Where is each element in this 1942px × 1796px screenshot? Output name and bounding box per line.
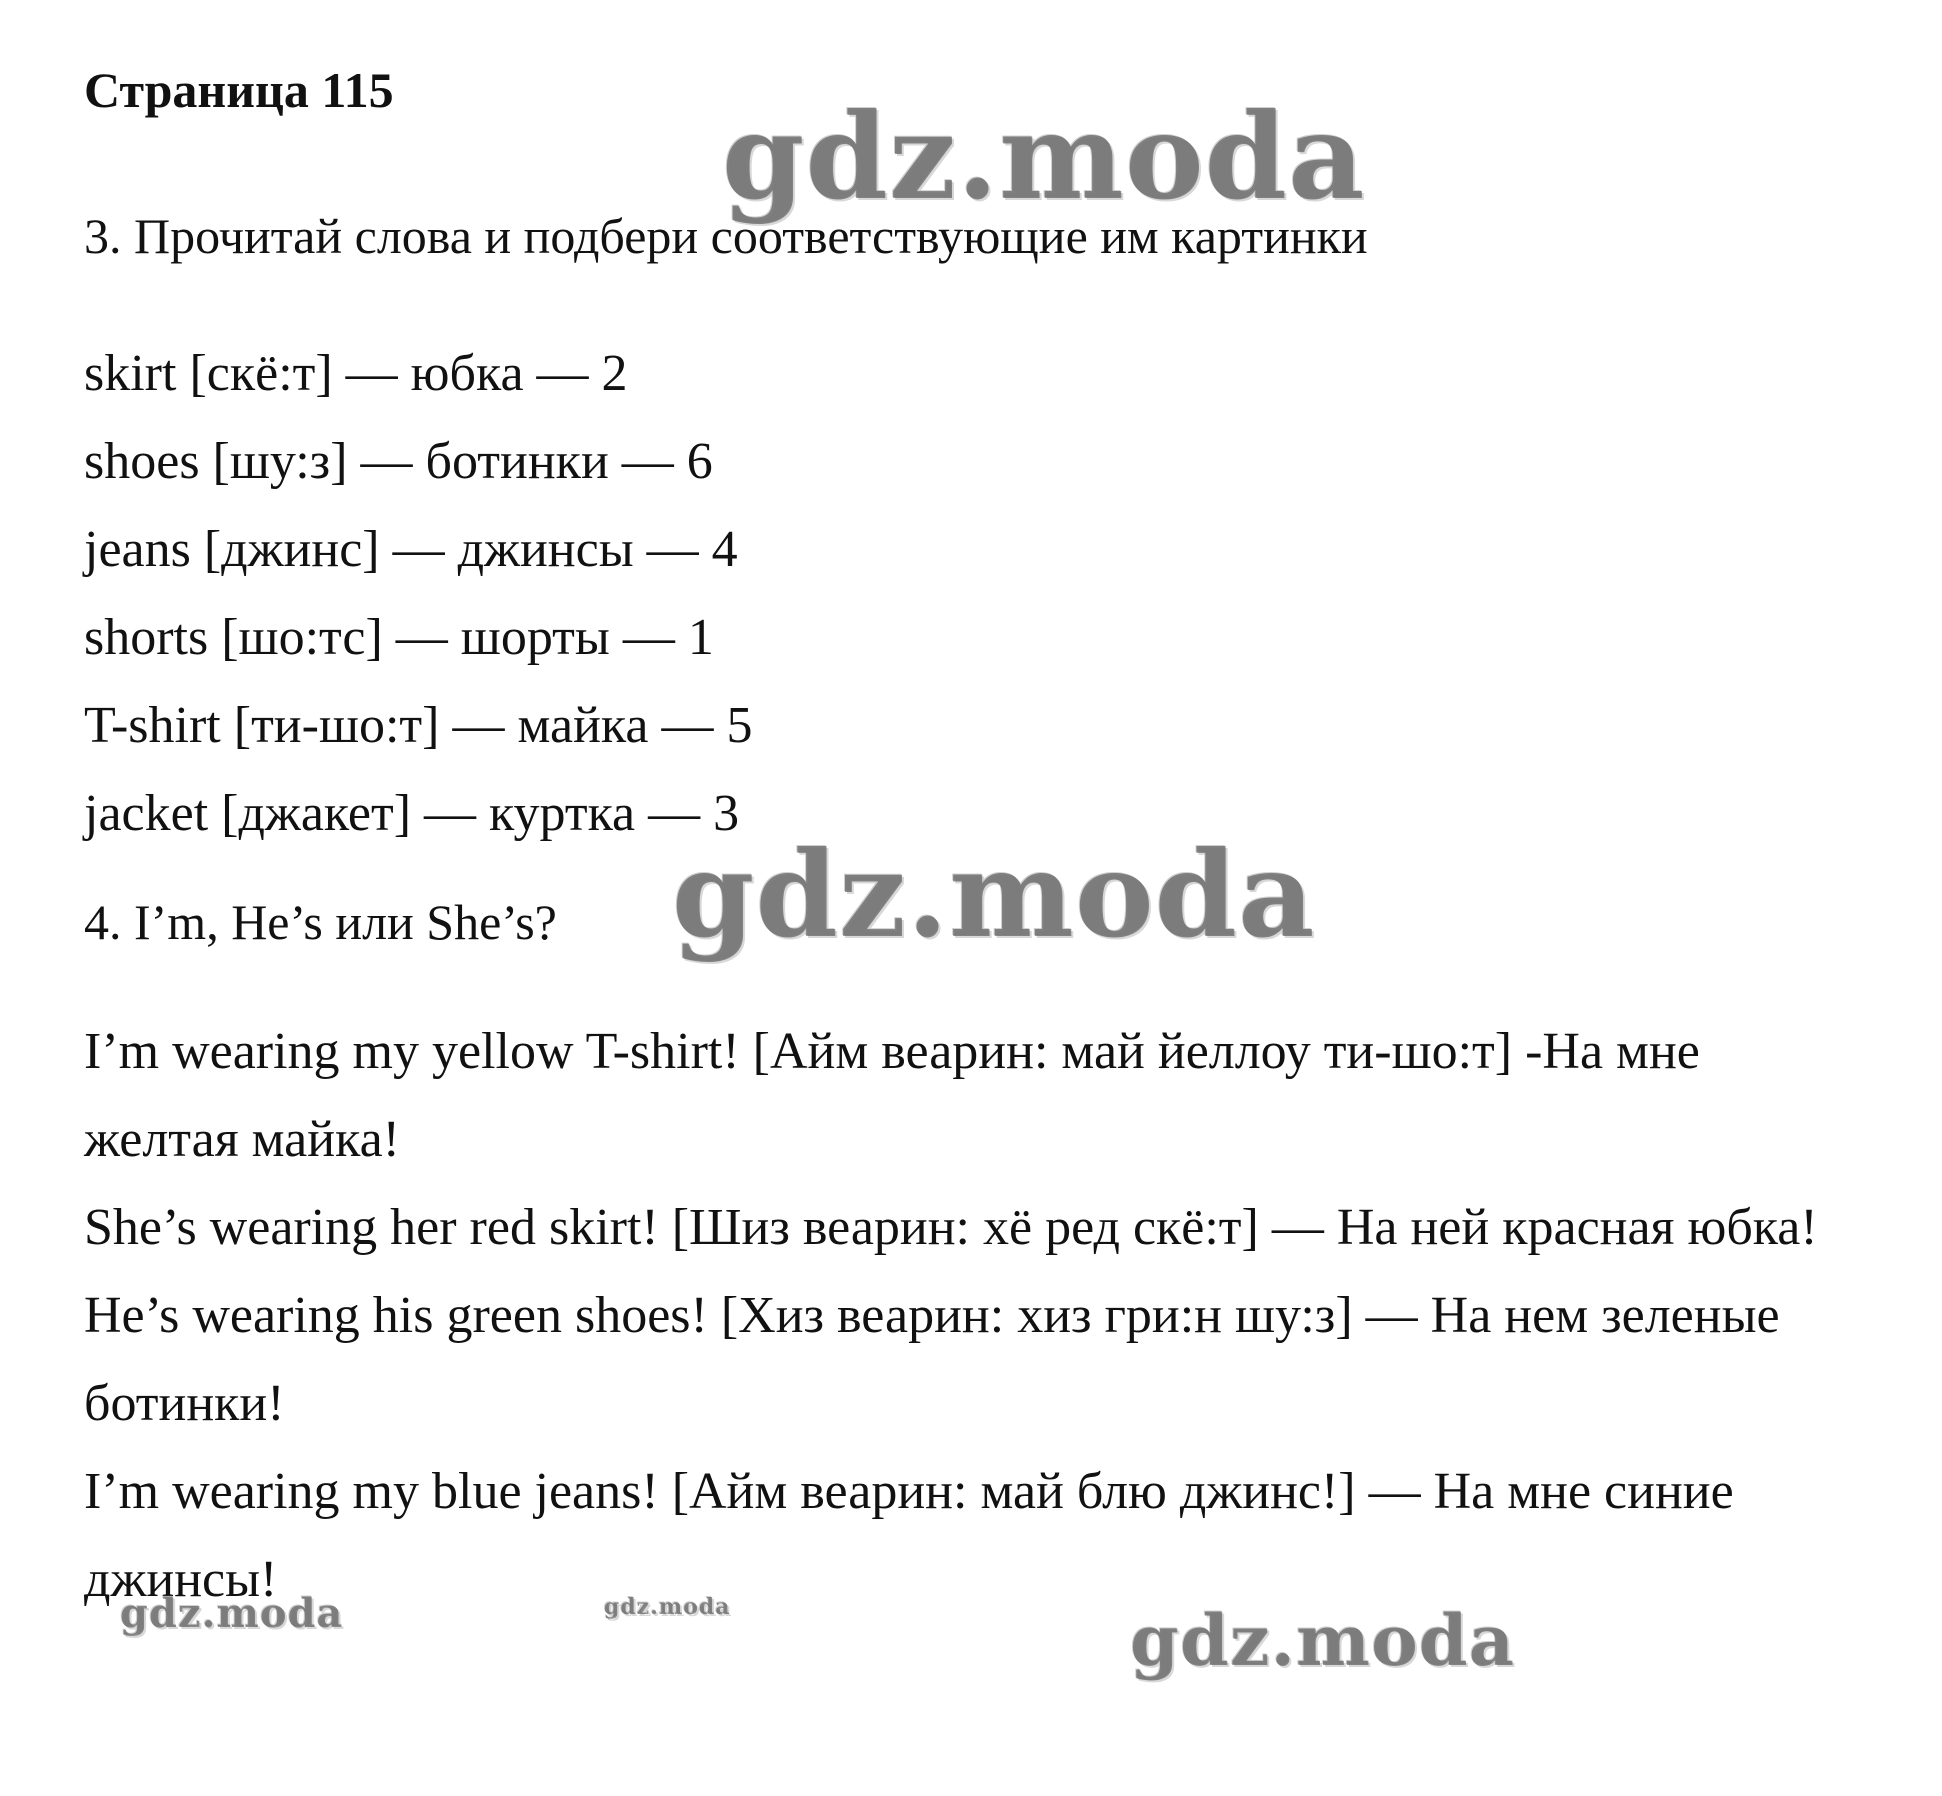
page-title: Страница 115 (84, 62, 394, 118)
sentence-red-skirt: She’s wearing her red skirt! [Шиз веарин: хё ред скё:т] — На ней красная юбка! (84, 1199, 1818, 1256)
vocab-item-tshirt: T-shirt [ти-шо:т] — майка — 5 (84, 697, 753, 754)
sentence-blue-jeans: I’m wearing my blue jeans! [Айм веарин: май блю джинс!] — На мне синие джинсы! (84, 1463, 1734, 1608)
sentence-green-shoes: He’s wearing his green shoes! [Хиз веарин: хиз гри:н шу:з] — На нем зеленые ботинки! (84, 1287, 1780, 1432)
vocab-item-shoes: shoes [шу:з] — ботинки — 6 (84, 433, 713, 490)
vocabulary-list (84, 330, 752, 858)
watermark-logo: gdz.moda (120, 1590, 344, 1637)
watermark-logo: gdz.moda (1130, 1599, 1516, 1682)
sentence-list (84, 1008, 1844, 1624)
task3-heading: 3. Прочитай слова и подбери соответствующие им картинки (84, 208, 1368, 264)
watermark-logo: gdz.moda (722, 87, 1366, 226)
vocab-item-skirt: skirt [скё:т] — юбка — 2 (84, 345, 628, 402)
vocab-item-jacket: jacket [джакет] — куртка — 3 (84, 785, 740, 842)
vocab-item-shorts: shorts [шо:тс] — шорты — 1 (84, 609, 714, 666)
watermark-logo: gdz.moda (604, 1594, 731, 1620)
vocab-item-jeans: jeans [джинс] — джинсы — 4 (84, 521, 738, 578)
watermark-logo: gdz.moda (672, 825, 1316, 964)
sentence-yellow-tshirt: I’m wearing my yellow T-shirt! [Айм веарин: май йеллоу ти-шо:т] -На мне желтая майка! (84, 1023, 1700, 1168)
task4-heading: 4. I’m, He’s или She’s? (84, 894, 557, 950)
